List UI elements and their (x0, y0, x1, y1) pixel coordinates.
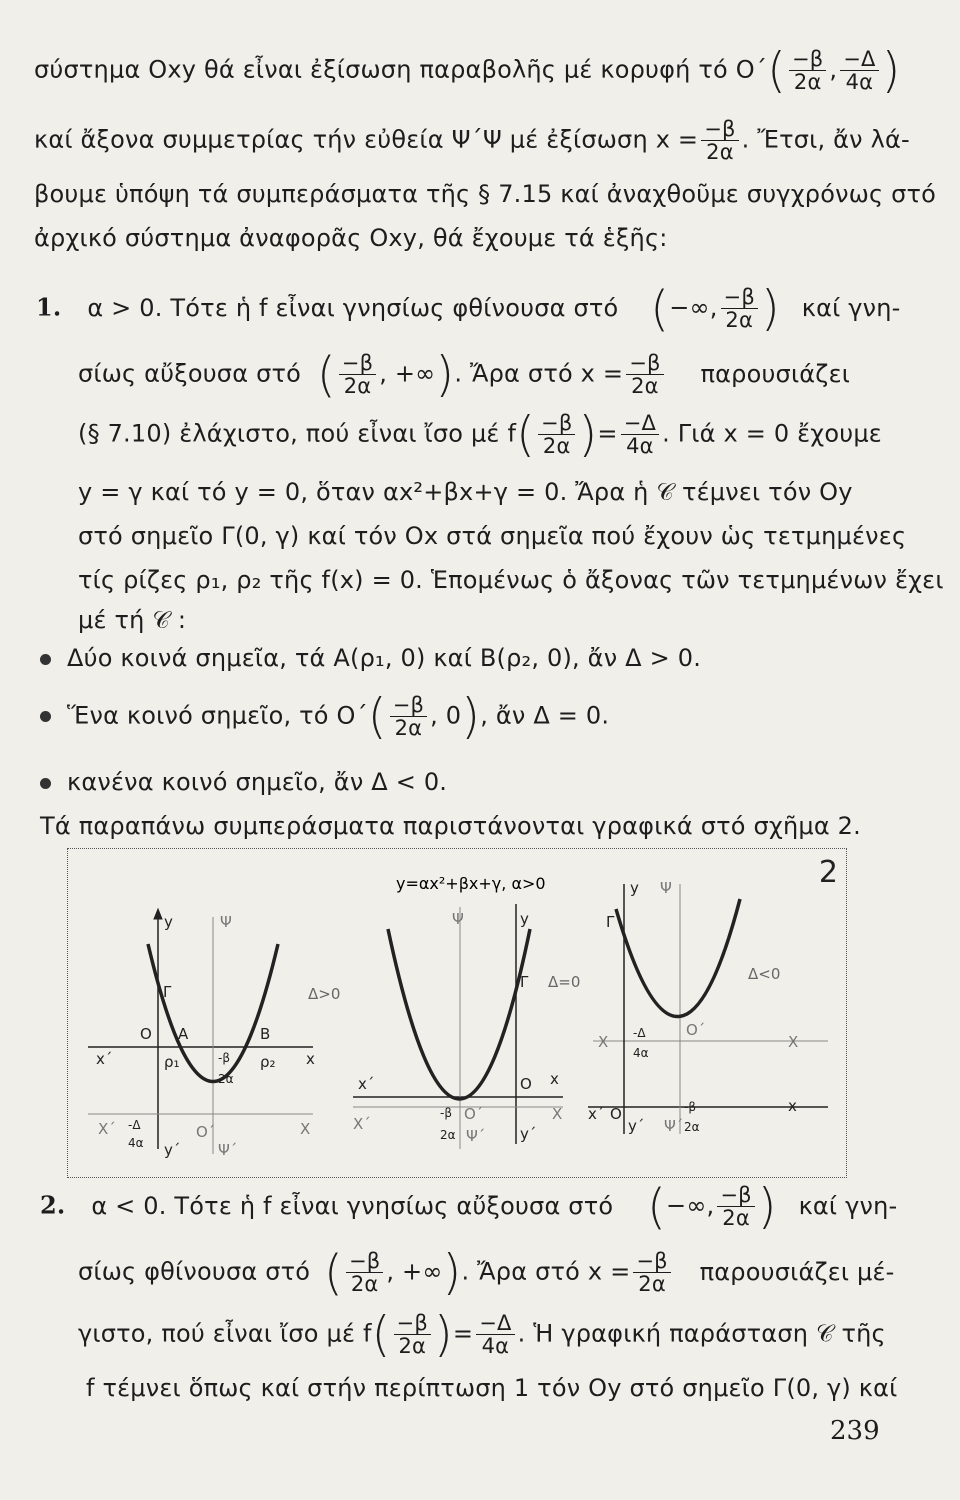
text-line-4: ἀρχικό σύστημα ἀναφορᾶς Oxy, θά ἔχουμε τά ἑξῆς: (34, 224, 668, 252)
case-2-line-1: 2. α < 0. Τότε ἡ f εἶναι γνησίως αὔξουσα στό (−∞, $\frac{-\beta}{2\alpha}$ ) καί γνη- (40, 1178, 898, 1235)
svg-text:2α: 2α (218, 1072, 234, 1086)
case-1-line-7: μέ τή 𝒞 : (78, 606, 187, 634)
panel-delta-positive (88, 909, 313, 1154)
svg-text:y΄: y΄ (164, 1141, 181, 1159)
bullet-icon (40, 711, 51, 722)
svg-text:-Δ: -Δ (128, 1118, 141, 1132)
svg-text:X΄: X΄ (353, 1115, 371, 1133)
svg-text:X΄: X΄ (98, 1120, 116, 1138)
svg-text:y: y (164, 913, 173, 931)
svg-text:ρ₁: ρ₁ (164, 1053, 180, 1071)
panel-delta-zero (353, 904, 563, 1149)
svg-text:2α: 2α (684, 1120, 700, 1134)
svg-text:-β: -β (218, 1051, 230, 1065)
svg-text:A: A (178, 1025, 189, 1043)
svg-text:Δ=0: Δ=0 (548, 973, 581, 991)
case-1-line-4: y = γ καί τό y = 0, ὅταν αx²+βx+γ = 0. Ἄρα ἡ 𝒞 τέμνει τόν Oy (78, 478, 853, 506)
bullet-item-1: Δύο κοινά σημεῖα, τά Α(ρ₁, 0) καί Β(ρ₂, 0), ἄν Δ > 0. (40, 644, 701, 672)
svg-text:Γ: Γ (520, 973, 529, 991)
svg-text:ρ₂: ρ₂ (260, 1053, 276, 1071)
text-line-2: καί ἄξονα συμμετρίας τήν εὐθεία Ψ΄Ψ μέ ἐξίσωση x = $\frac{-\beta}{2\alpha}$ . Ἔτσι, ἄν λά- (34, 117, 910, 164)
svg-text:-Δ: -Δ (633, 1026, 646, 1040)
parabola-curve (616, 899, 740, 1017)
text-line-3: βουμε ὑπόψη τά συμπεράσματα τῆς § 7.15 καί ἀναχθοῦμε συγχρόνως στό (34, 180, 937, 208)
svg-text:2α: 2α (440, 1128, 456, 1142)
fraction: $\frac{-\Delta}{4\alpha}$ (840, 48, 878, 93)
svg-text:Γ: Γ (163, 983, 172, 1001)
page-number: 239 (830, 1416, 880, 1446)
svg-text:Ψ΄: Ψ΄ (664, 1117, 684, 1135)
equation-label: y=αx²+βx+γ, α>0 (396, 874, 546, 893)
svg-text:X: X (300, 1120, 311, 1138)
svg-text:4α: 4α (633, 1046, 649, 1060)
svg-text:O΄: O΄ (464, 1105, 484, 1123)
svg-text:X: X (598, 1033, 609, 1051)
arrow-icon (154, 909, 162, 919)
svg-text:x: x (550, 1070, 559, 1088)
fraction: $\frac{-\beta}{2\alpha}$ (701, 118, 738, 163)
case-1-line-6: τίς ρίζες ρ₁, ρ₂ τῆς f(x) = 0. Ἑπομένως ὁ ἄξονας τῶν τετμημένων ἔχει (78, 566, 944, 594)
case-number: 1. (36, 292, 62, 322)
figure-number: 2 (818, 855, 838, 890)
figure-2 (67, 848, 847, 1178)
svg-text:x: x (788, 1097, 797, 1115)
bullet-item-3: κανένα κοινό σημεῖο, ἄν Δ < 0. (40, 768, 447, 796)
svg-text:y: y (630, 879, 639, 897)
case-1-line-5: στό σημεῖο Γ(0, γ) καί τόν Ox στά σημεῖα πού ἔχουν ὡς τετμημένες (78, 522, 907, 550)
svg-text:Ψ: Ψ (660, 879, 672, 897)
bullet-icon (40, 778, 51, 789)
case-2-line-3: γιστο, πού εἶναι ἴσο μέ f( $\frac{-\beta}{2\alpha}$ )= $\frac{-\Delta}{4\alpha}$ . Ἡ γραφική παράσταση 𝒞 τῆς (78, 1306, 886, 1363)
case-number: 2. (40, 1190, 66, 1220)
svg-text:X: X (788, 1033, 799, 1051)
svg-text:x΄: x΄ (588, 1105, 605, 1123)
case-2-line-2: σίως φθίνουσα στό ( $\frac{-\beta}{2\alpha}$ , +∞). Ἄρα στό x = $\frac{-\beta}{2\alpha}$ παρουσιάζει μέ- (78, 1244, 895, 1301)
bullet-item-2: Ἕνα κοινό σημεῖο, τό Ο΄( $\frac{-\beta}{2\alpha}$ , 0), ἄν Δ = 0. (40, 694, 609, 739)
svg-text:O΄: O΄ (686, 1021, 706, 1039)
svg-text:Ψ΄: Ψ΄ (466, 1127, 486, 1145)
svg-text:x: x (306, 1050, 315, 1068)
svg-text:x΄: x΄ (96, 1050, 113, 1068)
bullet-icon (40, 654, 51, 665)
svg-text:O: O (520, 1075, 532, 1093)
text-line-1: σύστημα Οxy θά εἶναι ἐξίσωση παραβολῆς μέ κορυφή τό Ο΄( $\frac{-\beta}{2\alpha}$ , $\frac{-\Delta}{4\alpha}$ ) (34, 42, 901, 99)
svg-text:y΄: y΄ (628, 1117, 645, 1135)
svg-text:O: O (610, 1105, 622, 1123)
svg-text:-β: -β (440, 1106, 452, 1120)
svg-text:y: y (520, 910, 529, 928)
svg-text:B: B (260, 1025, 271, 1043)
case-2-line-4: f τέμνει ὅπως καί στήν περίπτωση 1 τόν Oy στό σημεῖο Γ(0, γ) καί (86, 1374, 898, 1402)
case-1-line-1: 1. α > 0. Τότε ἡ f εἶναι γνησίως φθίνουσα στό (−∞, $\frac{-\beta}{2\alpha}$ ) καί γνη- (36, 280, 901, 337)
svg-text:Ψ: Ψ (220, 913, 232, 931)
case-1-line-2: σίως αὔξουσα στό ( $\frac{-\beta}{2\alpha}$ , +∞). Ἄρα στό x = $\frac{-\beta}{2\alpha}$ παρουσιάζει (78, 346, 851, 403)
svg-text:Ψ΄: Ψ΄ (218, 1141, 238, 1159)
svg-text:Δ<0: Δ<0 (748, 965, 781, 983)
parabola-curve (388, 929, 530, 1099)
svg-text:y΄: y΄ (520, 1125, 537, 1143)
parabola-diagrams (68, 849, 846, 1177)
svg-text:O: O (140, 1025, 152, 1043)
svg-text:-β: -β (684, 1100, 696, 1114)
summary-line: Τά παραπάνω συμπεράσματα παριστάνονται γραφικά στό σχῆμα 2. (40, 812, 861, 840)
svg-text:Γ: Γ (606, 913, 615, 931)
svg-text:4α: 4α (128, 1136, 144, 1150)
svg-text:Ψ: Ψ (452, 910, 464, 928)
case-1-line-3: (§ 7.10) ἐλάχιστο, πού εἶναι ἴσο μέ f( $\frac{-\beta}{2\alpha}$ )= $\frac{-\Delta}{4\alpha}$ . Γιά x = 0 ἔχουμε (78, 406, 882, 463)
svg-text:X: X (552, 1105, 563, 1123)
svg-text:x΄: x΄ (358, 1075, 375, 1093)
fraction: $\frac{-\beta}{2\alpha}$ (789, 48, 826, 93)
svg-text:O΄: O΄ (196, 1123, 216, 1141)
svg-text:Δ>0: Δ>0 (308, 985, 341, 1003)
